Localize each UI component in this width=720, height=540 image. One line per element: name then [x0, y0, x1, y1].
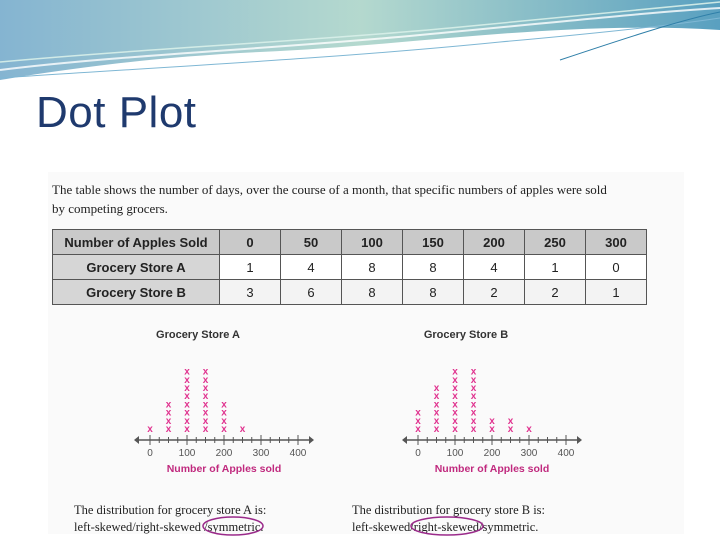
dot-marker: x: [202, 366, 209, 378]
table-cell: 0: [586, 255, 647, 280]
dot-marker: x: [202, 399, 209, 411]
table-header-cell: 0: [220, 230, 281, 255]
dot-marker: x: [433, 383, 440, 394]
slide-title: Dot Plot: [36, 88, 197, 137]
dot-marker: x: [526, 424, 532, 435]
x-axis-label: Number of Apples sold: [434, 463, 550, 475]
dot-marker: x: [470, 374, 477, 386]
table-header-cell: 200: [464, 230, 525, 255]
dot-marker: x: [221, 399, 227, 411]
dot-marker: x: [470, 391, 477, 403]
dot-marker: x: [470, 383, 477, 394]
dot-marker: x: [202, 415, 209, 427]
dot-marker: x: [489, 415, 495, 427]
dot-marker: x: [507, 424, 514, 435]
tick-label: 400: [557, 448, 575, 459]
tick-label: 0: [147, 448, 153, 459]
plot-title: Grocery Store A: [156, 329, 240, 341]
dot-marker: x: [415, 407, 421, 419]
tick-label: 200: [483, 448, 501, 459]
table-header-cell: 150: [403, 230, 464, 255]
table-cell: 8: [403, 280, 464, 305]
intro-text: The table shows the number of days, over the course of a month, that specific numbers of apples were sold by competing grocers.: [52, 182, 607, 216]
dot-marker: x: [507, 415, 514, 427]
dot-marker: x: [433, 399, 440, 411]
table-cell: 1: [586, 280, 647, 305]
dot-marker: x: [165, 424, 172, 435]
dot-marker: x: [433, 424, 440, 435]
dot-marker: x: [452, 407, 458, 419]
dot-marker: x: [184, 391, 190, 403]
dot-marker: x: [184, 424, 190, 435]
dot-marker: x: [184, 366, 190, 378]
dot-marker: x: [470, 399, 477, 411]
dot-marker: x: [202, 383, 209, 394]
dot-marker: x: [415, 424, 421, 435]
caption-options: left-skewed/right-skewed/symmetric.: [352, 520, 539, 534]
tick-label: 300: [252, 448, 270, 459]
dot-marker: x: [202, 407, 209, 419]
tick-label: 100: [178, 448, 196, 459]
dot-marker: x: [452, 399, 458, 411]
dot-marker: x: [221, 407, 227, 419]
tick-label: 100: [446, 448, 464, 459]
dot-marker: x: [184, 415, 190, 427]
tick-label: 200: [215, 448, 233, 459]
dot-marker: x: [184, 383, 190, 394]
dot-marker: x: [239, 424, 246, 435]
dot-marker: x: [433, 407, 440, 419]
tick-label: 300: [520, 448, 538, 459]
dot-marker: x: [433, 391, 440, 403]
answer-circle-a: [203, 517, 263, 535]
dot-marker: x: [452, 383, 458, 394]
table-cell: 3: [220, 280, 281, 305]
dot-marker: x: [202, 424, 209, 435]
table-header-cell: Number of Apples Sold: [53, 230, 220, 255]
dot-marker: x: [202, 374, 209, 386]
dot-marker: x: [202, 391, 209, 403]
x-axis-label: Number of Apples sold: [166, 463, 282, 475]
table-cell: 8: [342, 280, 403, 305]
table-header-cell: 250: [525, 230, 586, 255]
dot-marker: x: [470, 366, 477, 378]
table-header-cell: 100: [342, 230, 403, 255]
table-cell: 4: [281, 255, 342, 280]
dot-marker: x: [470, 407, 477, 419]
dot-marker: x: [184, 407, 190, 419]
dot-marker: x: [452, 424, 458, 435]
dot-marker: x: [221, 424, 227, 435]
row-label: Grocery Store B: [53, 280, 220, 305]
dot-marker: x: [147, 424, 153, 435]
table-cell: 2: [464, 280, 525, 305]
caption-options: left-skewed/right-skewed /symmetric.: [74, 520, 264, 534]
dot-marker: x: [184, 374, 190, 386]
dot-marker: x: [470, 424, 477, 435]
tick-label: 400: [289, 448, 307, 459]
dot-marker: x: [165, 407, 172, 419]
table-cell: 6: [281, 280, 342, 305]
dot-marker: x: [165, 415, 172, 427]
table-cell: 8: [342, 255, 403, 280]
table-header-cell: 300: [586, 230, 647, 255]
table-header-cell: 50: [281, 230, 342, 255]
caption-question: The distribution for grocery store A is:: [74, 503, 267, 517]
dot-marker: x: [452, 391, 458, 403]
plot-title: Grocery Store B: [423, 329, 509, 341]
table-cell: 8: [403, 255, 464, 280]
table-cell: 2: [525, 280, 586, 305]
dot-marker: x: [452, 415, 458, 427]
dot-marker: x: [452, 366, 458, 378]
row-label: Grocery Store A: [53, 255, 220, 280]
tick-label: 0: [415, 448, 421, 459]
dot-marker: x: [221, 415, 227, 427]
dot-marker: x: [415, 415, 421, 427]
answer-circle-b: [411, 517, 483, 535]
dot-marker: x: [165, 399, 172, 411]
table-cell: 1: [525, 255, 586, 280]
dot-marker: x: [184, 399, 190, 411]
caption-question: The distribution for grocery store B is:: [352, 503, 546, 517]
dot-marker: x: [489, 424, 495, 435]
table-cell: 4: [464, 255, 525, 280]
dot-marker: x: [452, 374, 458, 386]
dot-marker: x: [470, 415, 477, 427]
dot-marker: x: [433, 415, 440, 427]
table-cell: 1: [220, 255, 281, 280]
